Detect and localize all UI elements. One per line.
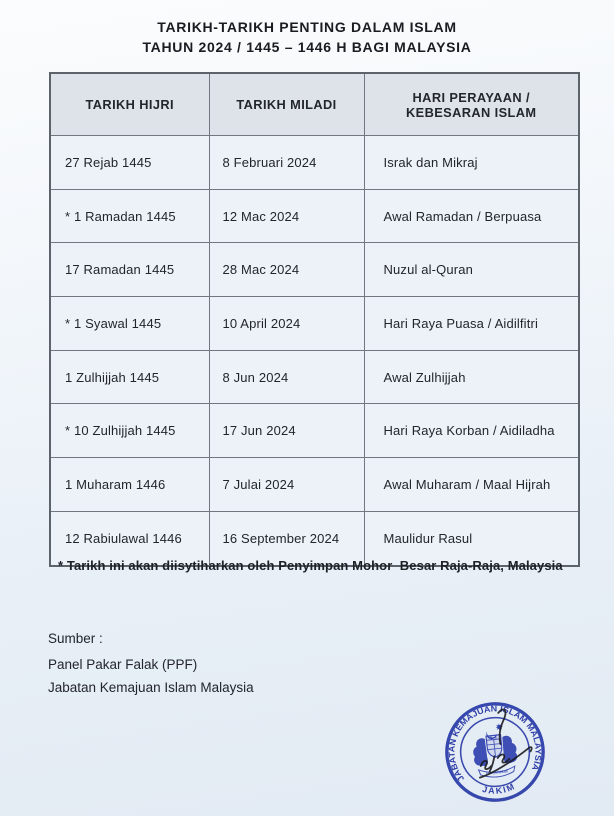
cell-event: Israk dan Mikraj [364,136,579,190]
declaration-footnote: * Tarikh ini akan diisytiharkan oleh Penyimpan Mohor Besar Raja-Raja, Malaysia [58,558,563,573]
title-line-1: TARIKH-TARIKH PENTING DALAM ISLAM [157,19,457,35]
cell-miladi: 12 Mac 2024 [209,189,364,243]
cell-miladi: 8 Jun 2024 [209,350,364,404]
cell-hijri: * 1 Syawal 1445 [50,297,209,351]
cell-event: Hari Raya Puasa / Aidilfitri [364,297,579,351]
title-line-2: TAHUN 2024 / 1445 – 1446 H BAGI MALAYSIA [142,39,472,55]
cell-hijri: 17 Ramadan 1445 [50,243,209,297]
cell-hijri: 27 Rejab 1445 [50,136,209,190]
table-header-row [50,73,579,136]
cell-miladi: 16 September 2024 [209,511,364,565]
column-header-miladi: TARIKH MILADI [209,73,364,136]
cell-hijri: 12 Rabiulawal 1446 [50,511,209,565]
source-line-jabatan: Jabatan Kemajuan Islam Malaysia [48,680,254,695]
column-header-event: HARI PERAYAAN / KEBESARAN ISLAM [364,73,579,136]
cell-event: Hari Raya Korban / Aidiladha [364,404,579,458]
cell-miladi: 8 Februari 2024 [209,136,364,190]
table-row [50,136,579,190]
column-header-hijri: TARIKH HIJRI [50,73,209,136]
cell-miladi: 10 April 2024 [209,297,364,351]
stamp-arc-text: JABATAN KEMAJUAN ISLAM MALAYSIA [446,703,544,784]
cell-hijri: 1 Muharam 1446 [50,458,209,512]
document-title [0,17,614,57]
table-row [50,350,579,404]
cell-miladi: 7 Julai 2024 [209,458,364,512]
table-row [50,243,579,297]
table-row [50,297,579,351]
islamic-dates-table [49,72,580,567]
cell-event: Awal Zulhijjah [364,350,579,404]
stamp-jakim-text: JAKIM [481,780,518,796]
cell-event: Awal Ramadan / Berpuasa [364,189,579,243]
source-line-panel: Panel Pakar Falak (PPF) [48,657,198,672]
stamp-banner-text: Penyelidikan [485,768,509,776]
dates-table-container [49,72,580,567]
table-row [50,404,579,458]
jakim-stamp [438,695,552,809]
left-supporter-shape [472,738,489,767]
cell-event: Maulidur Rasul [364,511,579,565]
cell-event: Awal Muharam / Maal Hijrah [364,458,579,512]
cell-hijri: * 10 Zulhijjah 1445 [50,404,209,458]
source-block [48,627,254,699]
cell-hijri: * 1 Ramadan 1445 [50,189,209,243]
table-row [50,189,579,243]
cell-miladi: 17 Jun 2024 [209,404,364,458]
cell-hijri: 1 Zulhijjah 1445 [50,350,209,404]
cell-miladi: 28 Mac 2024 [209,243,364,297]
cell-event: Nuzul al-Quran [364,243,579,297]
source-label: Sumber : [48,631,103,646]
table-row [50,458,579,512]
